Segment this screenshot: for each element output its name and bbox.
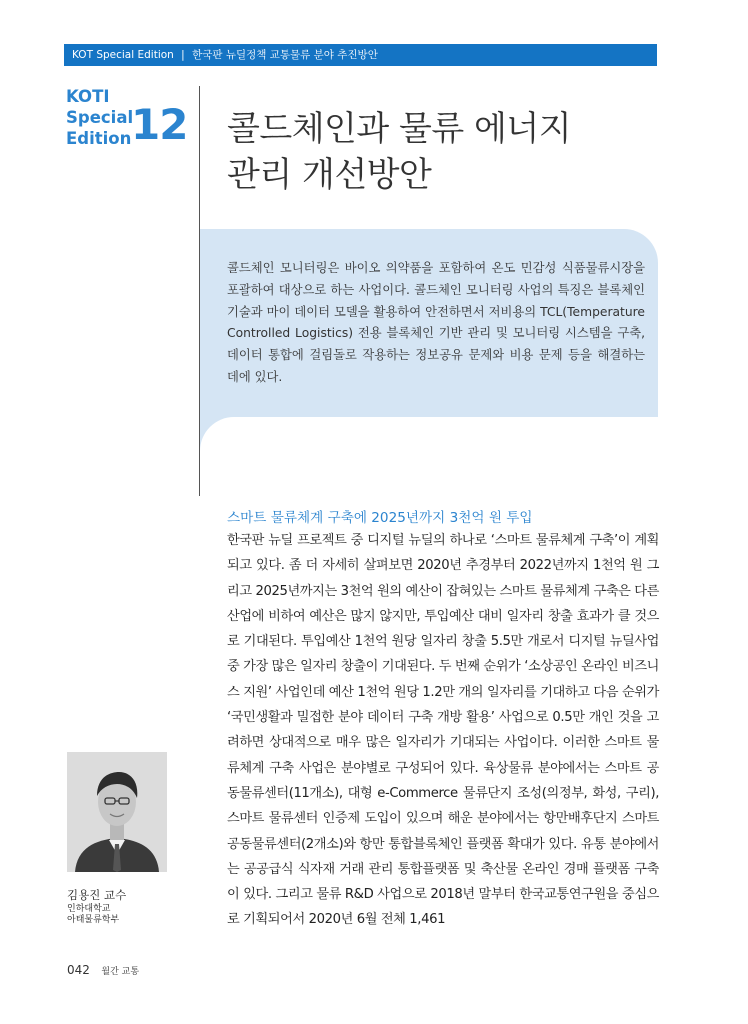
badge-number: 12: [131, 100, 188, 149]
badge-special: Special: [66, 108, 134, 127]
author-department: 아태물류학부: [67, 915, 120, 925]
page-number: 042: [67, 963, 90, 977]
title-line-2: 관리 개선방안: [227, 155, 432, 195]
article-title: [227, 106, 571, 198]
badge-edition: Edition: [66, 129, 132, 148]
section-heading: 스마트 물류체계 구축에 2025년까지 3천억 원 투입: [227, 510, 533, 526]
body-text: 한국판 뉴딜 프로젝트 중 디지털 뉴딜의 하나로 ‘스마트 물류체계 구축’이 계획되고 있다. 좀 더 자세히 살펴보면 2020년 추경부터 2022년까지 1천억 원 그리고 2025년까지는 3천억 원의 예산이 잡혀있는 스마트 물류체계 구축은 다른 산업에 비하여 예산은 많지 않지만, 투입예산 대비 일자리 창출 효과가 클 것으로 기대된다. 투입예산 1천억 원당 일자리 창출 5.5만 개로서 디지털 뉴딜사업 중 가장 많은 일자리 창출이 기대된다. 두 번째 순위가 ‘소상공인 온라인 비즈니스 지원’ 사업인데 예산 1천억 원당 1.2만 개의 일자리를 기대하고 다음 순위가 ‘국민생활과 밀접한 분야 데이터 구축 개방 활용’ 사업으로 0.5만 개인 것을 고려하면 상대적으로 매우 많은 일자리가 기대되는 사업이다. 이러한 스마트 물류체계 구축 사업은 분야별로 구성되어 있다. 육상물류 분야에서는 스마트 공동물류센터(11개소), 대형 e-Commerce 물류단지 조성(의정부, 화성, 구리), 스마트 물류센터 인증제 도입이 있으며 해운 분야에서는 항만배후단지 스마트 공동물류센터(2개소)와 항만 통합블록체인 플랫폼 확대가 있다. 유통 분야에서는 공공급식 식자재 거래 관리 통합플랫폼 및 축산물 온라인 경매 플랫폼 구축이 있다. 그리고 물류 R&D 사업으로 2018년 말부터 한국교통연구원을 중심으로 기획되어서 2020년 6월 전체 1,461: [227, 533, 659, 928]
badge-koti: KOTI: [66, 87, 110, 106]
author-university: 인하대학교: [67, 904, 111, 914]
author-photo: [67, 752, 167, 872]
header-separator: |: [181, 49, 185, 61]
header-subtitle: 한국판 뉴딜정책 교통물류 분야 추진방안: [192, 49, 378, 61]
author-affiliation: [67, 904, 119, 926]
title-line-1: 콜드체인과 물류 에너지: [227, 109, 572, 149]
summary-box-tail: [200, 417, 234, 451]
author-name: 김용진 교수: [67, 888, 127, 902]
header-series: KOT Special Edition: [72, 49, 174, 61]
page-footer: [67, 963, 139, 977]
header-bar: [64, 44, 657, 66]
author-portrait-image: [67, 752, 167, 872]
magazine-name: 월간 교통: [101, 967, 140, 977]
edition-badge: [66, 86, 133, 149]
summary-text: 콜드체인 모니터링은 바이오 의약품을 포함하여 온도 민감성 식품물류시장을 포괄하여 대상으로 하는 사업이다. 콜드체인 모니터링 사업의 특징은 블록체인 기술과 마이 데이터 모델을 활용하여 안전하면서 저비용의 TCL(Temperature Controlled Logistics) 전용 블록체인 기반 관리 및 모니터링 시스템을 구축, 데이터 통합에 걸림돌로 작용하는 정보공유 문제와 비용 문제 등을 해결하는 데에 있다.: [227, 261, 645, 384]
